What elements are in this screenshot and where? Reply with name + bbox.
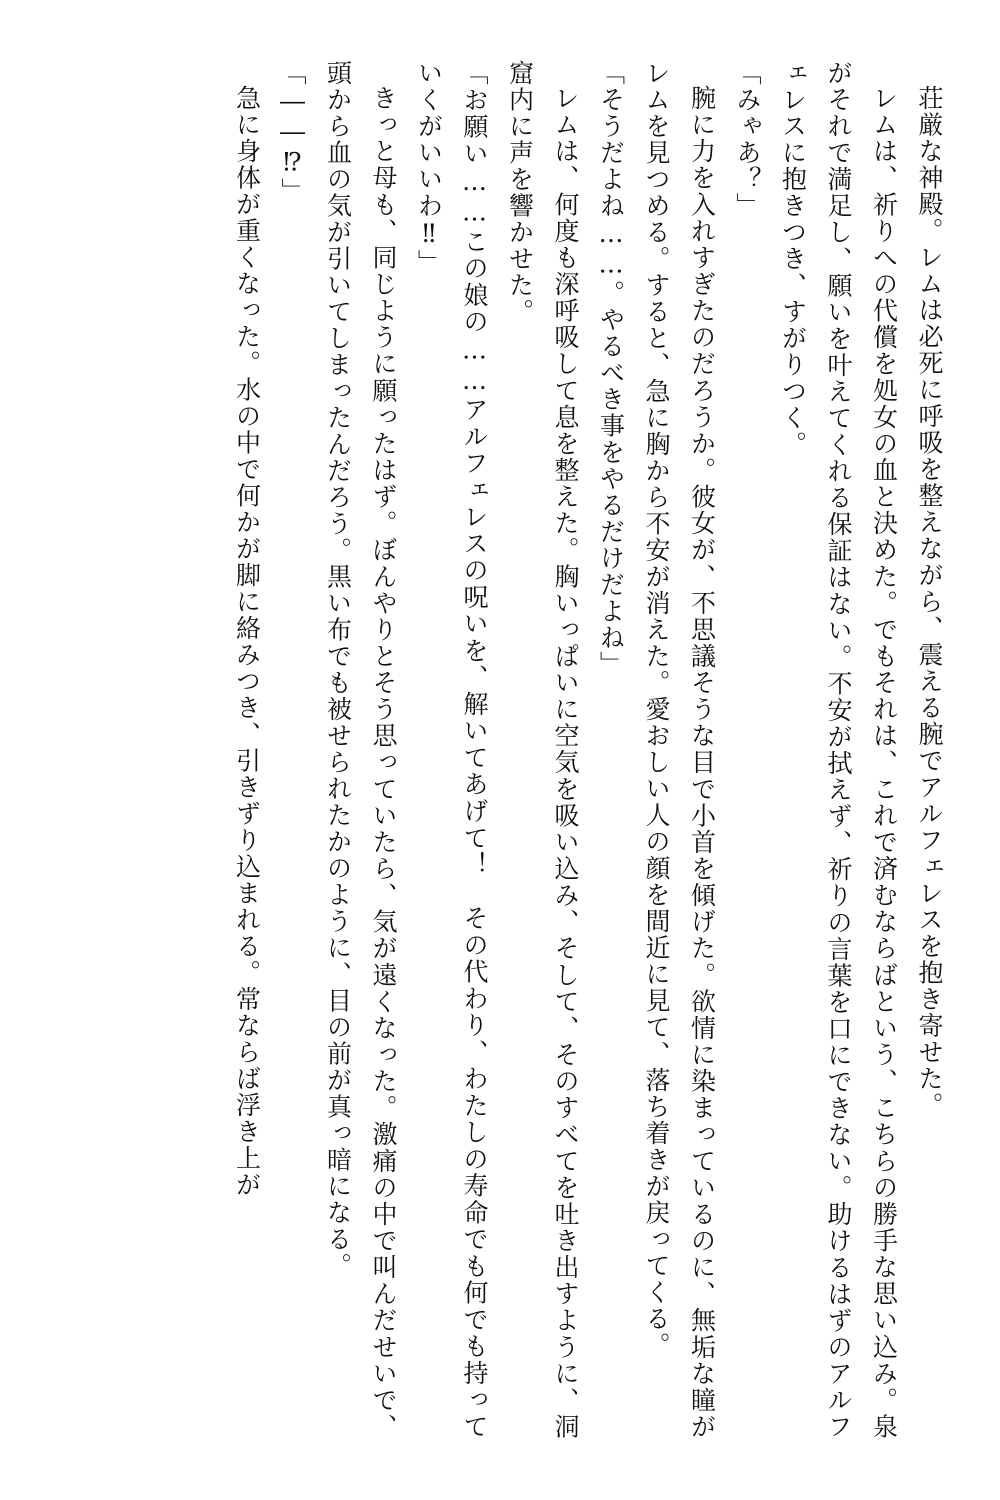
paragraph: 「みゃあ？」 [733, 60, 762, 219]
paragraph: 「――⁉」 [278, 60, 307, 205]
paragraph: きっと母も、同じように願ったはず。ぼんやりとそう思っていたら、気が遠くなった。激痛の中で叫んだせいで、頭から血の気が引いてしまったんだろう。黒い布でも被せられたかのように、目の前が真っ暗になる。 [323, 60, 398, 1440]
vertical-text-body [48, 60, 952, 1440]
paragraph: 「お願い……この娘の……アルフェレスの呪いを、解いてあげて！ その代わり、わたしの寿命でも何でも持っていくがいいわ‼」 [414, 60, 489, 1440]
paragraph: レムは、何度も深呼吸して息を整えた。胸いっぱいに空気を吸い込み、そして、そのすべてを吐き出すように、洞窟内に声を響かせた。 [505, 60, 580, 1440]
paragraph: 急に身体が重くなった。水の中で何かが脚に絡みつき、引きずり込まれる。常ならば浮き上が [232, 85, 262, 1198]
paragraph: レムは、祈りへの代償を処女の血と決めた。でもそれは、これで済むならばという、こちらの勝手な思い込み。泉がそれで満足し、願いを叶えてくれる保証はない。不安が拭えず、祈りの言葉を口にできない。助けるはずのアルフェレスに抱きつき、すがりつく。 [778, 60, 899, 1440]
paragraph: 腕に力を入れすぎたのだろうか。彼女が、不思議そうな目で小首を傾げた。欲情に染まっているのに、無垢な瞳がレムを見つめる。すると、急に胸から不安が消えた。愛おしい人の顔を間近に見て、落ち着きが戻ってくる。 [642, 60, 717, 1441]
paragraph: 「そうだよね……。やるべき事をやるだけだよね」 [596, 60, 626, 678]
paragraph: 荘厳な神殿。レムは必死に呼吸を整えながら、震える腕でアルフェレスを抱き寄せた。 [915, 85, 944, 1119]
